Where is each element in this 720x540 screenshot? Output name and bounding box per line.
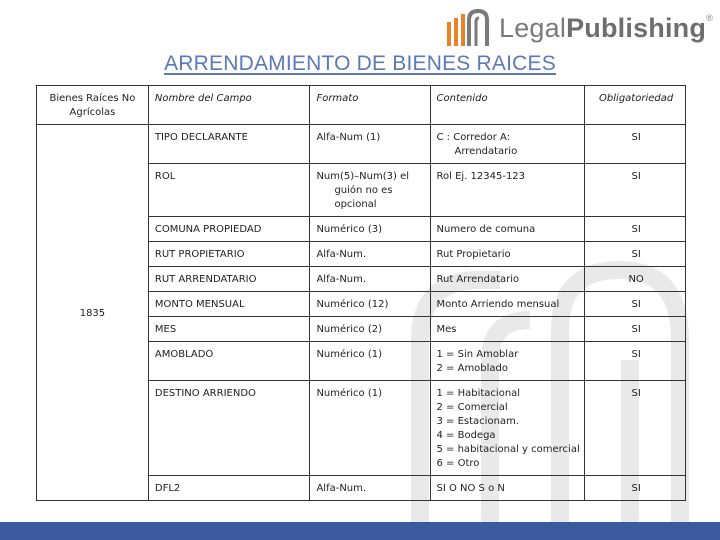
format-line: Numérico (2): [316, 324, 383, 335]
format-cell: [310, 317, 430, 342]
content-cell: [430, 125, 585, 164]
content-line: SI O NO S o N: [436, 483, 505, 494]
content-line: Mes: [436, 324, 457, 335]
field-name-cell: ROL: [148, 164, 310, 217]
format-line: Numérico (1): [316, 388, 383, 399]
required-cell: NO: [585, 267, 686, 292]
header-required: Obligatoriedad: [585, 86, 686, 125]
format-cell: [310, 292, 430, 317]
content-cell: [430, 317, 585, 342]
content-line: 6 = Otro: [436, 458, 480, 469]
legal-publishing-logo: [445, 8, 713, 48]
table-header-row: [37, 86, 686, 125]
required-cell: SI: [585, 476, 686, 501]
content-cell: [430, 217, 585, 242]
content-cell: [430, 267, 585, 292]
format-cell: [310, 476, 430, 501]
field-spec-table: [36, 85, 686, 501]
required-cell: SI: [585, 242, 686, 267]
format-cell: [310, 267, 430, 292]
content-line: 1 = Habitacional: [436, 388, 521, 399]
field-name-cell: MES: [148, 317, 310, 342]
content-line: 2 = Comercial: [436, 402, 508, 413]
content-line: 2 = Amoblado: [436, 363, 509, 374]
field-name-cell: DESTINO ARRIENDO: [148, 381, 310, 476]
format-line: guión no es: [334, 185, 393, 196]
format-line: Numérico (3): [316, 224, 383, 235]
content-cell: [430, 292, 585, 317]
format-line: opcional: [334, 199, 377, 210]
format-cell: [310, 217, 430, 242]
content-cell: [430, 476, 585, 501]
field-name-cell: RUT ARRENDATARIO: [148, 267, 310, 292]
format-line: Alfa-Num (1): [316, 132, 381, 143]
content-line: 3 = Estacionam.: [436, 416, 519, 427]
footer-bar: [0, 522, 720, 540]
required-cell: SI: [585, 125, 686, 164]
format-cell: [310, 381, 430, 476]
format-line: Alfa-Num.: [316, 249, 367, 260]
format-line: Alfa-Num.: [316, 483, 367, 494]
content-cell: [430, 164, 585, 217]
required-cell: SI: [585, 217, 686, 242]
page-title: ARRENDAMIENTO DE BIENES RAICES: [164, 52, 556, 75]
field-name-cell: AMOBLADO: [148, 342, 310, 381]
format-line: Numérico (1): [316, 349, 383, 360]
format-cell: [310, 164, 430, 217]
required-cell: SI: [585, 292, 686, 317]
content-line: 1 = Sin Amoblar: [436, 349, 519, 360]
content-cell: [430, 242, 585, 267]
required-cell: SI: [585, 342, 686, 381]
format-cell: [310, 242, 430, 267]
content-line: Monto Arriendo mensual: [436, 299, 560, 310]
header-content: Contenido: [430, 86, 585, 125]
content-cell: [430, 342, 585, 381]
format-line: Numérico (12): [316, 299, 389, 310]
required-cell: SI: [585, 317, 686, 342]
content-line: 5 = habitacional y comercial: [436, 444, 580, 455]
content-line: 4 = Bodega: [436, 430, 496, 441]
logo-wordmark: LegalPublishing®: [499, 12, 713, 43]
header-format: Formato: [310, 86, 430, 125]
field-name-cell: RUT PROPIETARIO: [148, 242, 310, 267]
field-name-cell: MONTO MENSUAL: [148, 292, 310, 317]
field-name-cell: DFL2: [148, 476, 310, 501]
form-code-cell: 1835: [37, 125, 149, 501]
required-cell: SI: [585, 381, 686, 476]
logo-mark-icon: [445, 8, 497, 48]
content-line: Rut Arrendatario: [436, 274, 520, 285]
content-cell: [430, 381, 585, 476]
content-line: Rut Propietario: [436, 249, 511, 260]
format-cell: [310, 342, 430, 381]
required-cell: SI: [585, 164, 686, 217]
format-line: Num(5)–Num(3) el: [316, 171, 410, 182]
field-name-cell: COMUNA PROPIEDAD: [148, 217, 310, 242]
content-line: Rol Ej. 12345-123: [436, 171, 526, 182]
table-row: [37, 125, 686, 164]
content-line: C : Corredor A:: [436, 132, 511, 143]
content-line: Arrendatario: [454, 146, 518, 157]
field-name-cell: TIPO DECLARANTE: [148, 125, 310, 164]
format-line: Alfa-Num.: [316, 274, 367, 285]
header-property-type: Bienes Raíces No Agrícolas: [37, 86, 149, 125]
format-cell: [310, 125, 430, 164]
header-field-name: Nombre del Campo: [148, 86, 310, 125]
content-line: Numero de comuna: [436, 224, 536, 235]
